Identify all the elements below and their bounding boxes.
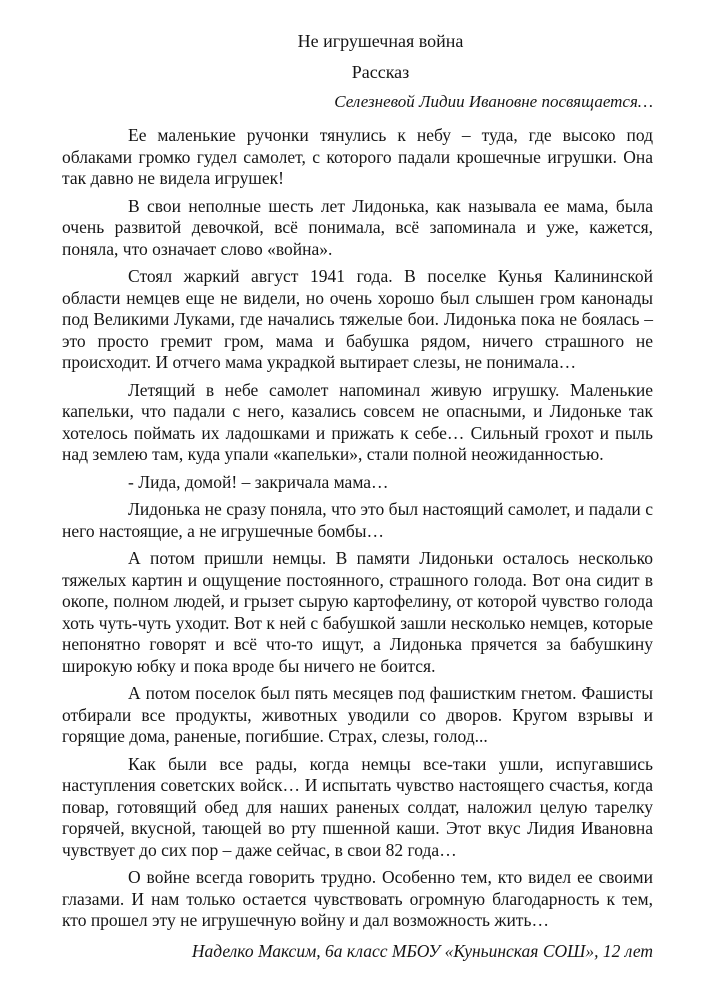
paragraph-dialogue: - Лида, домой! – закричала мама…: [128, 471, 389, 492]
paragraph: Стоял жаркий август 1941 года. В поселке Кунья Калининской области немцев еще не видели, но очень хорошо был слышен гром канонады под Великими Луками, где начались тяжелые бои. Лидонька пока не боялась – это просто гремит гром, мама и бабушка рядом, ничего страшного не происходит. И отчего мама украдкой вытирает слезы, не понимала…: [62, 266, 653, 372]
paragraph: Ее маленькие ручонки тянулись к небу – туда, где высоко под облаками громко гудел самолет, с которого падали крошечные игрушки. Она так давно не видела игрушек!: [62, 125, 653, 188]
paragraph: О войне всегда говорить трудно. Особенно тем, кто видел ее своими глазами. И нам только остается чувствовать огромную благодарность к тем, кто прошел эту не игрушечную войну и дал возможность жить…: [62, 867, 653, 930]
paragraph: А потом пришли немцы. В памяти Лидоньки осталось несколько тяжелых картин и ощущение постоянного, страшного голода. Вот она сидит в окопе, полном людей, и грызет сырую картофелину, от которой чувство голода хоть чуть-чуть уходит. Вот к ней с бабушкой зашли несколько немцев, которые непонятно говорят и всё что-то ищут, а Лидонька прячется за бабушкину широкую юбку и пока вроде бы ничего не боится.: [62, 548, 653, 676]
genre-label: Рассказ: [351, 62, 410, 82]
paragraph: Лидонька не сразу поняла, что это был настоящий самолет, и падали с него настоящие, а не игрушечные бомбы…: [62, 499, 653, 541]
paragraph: Летящий в небе самолет напоминал живую игрушку. Маленькие капельки, что падали с него, казались совсем не опасными, и Лидоньке так хотелось поймать их ладошками и прижать к себе… Сильный грохот и пыль над землею там, куда упали «капельки», стали полной неожиданностью.: [62, 379, 653, 464]
author-signature: Наделко Максим, 6а класс МБОУ «Куньинская СОШ», 12 лет: [191, 940, 653, 961]
story-title: Не игрушечная война: [297, 31, 464, 51]
dedication-line: Селезневой Лидии Ивановне посвящается…: [334, 92, 653, 111]
paragraph: В свои неполные шесть лет Лидонька, как называла ее мама, была очень развитой девочкой, всё понимала, всё запоминала и уже, кажется, поняла, что означает слово «война».: [62, 195, 653, 259]
paragraph: Как были все рады, когда немцы все-таки ушли, испугавшись наступления советских войск… И испытать чувство настоящего счастья, когда повар, готовящий обед для наших раненых солдат, наложил целую тарелку горячей, вкусной, тающей во рту пшенной каши. Этот вкус Лидия Ивановна чувствует до сих пор – даже сейчас, в свои 82 года…: [62, 753, 653, 860]
paragraph: А потом поселок был пять месяцев под фашистким гнетом. Фашисты отбирали все продукты, животных уводили со дворов. Кругом взрывы и горящие дома, раненые, погибшие. Страх, слезы, голод...: [62, 683, 653, 746]
